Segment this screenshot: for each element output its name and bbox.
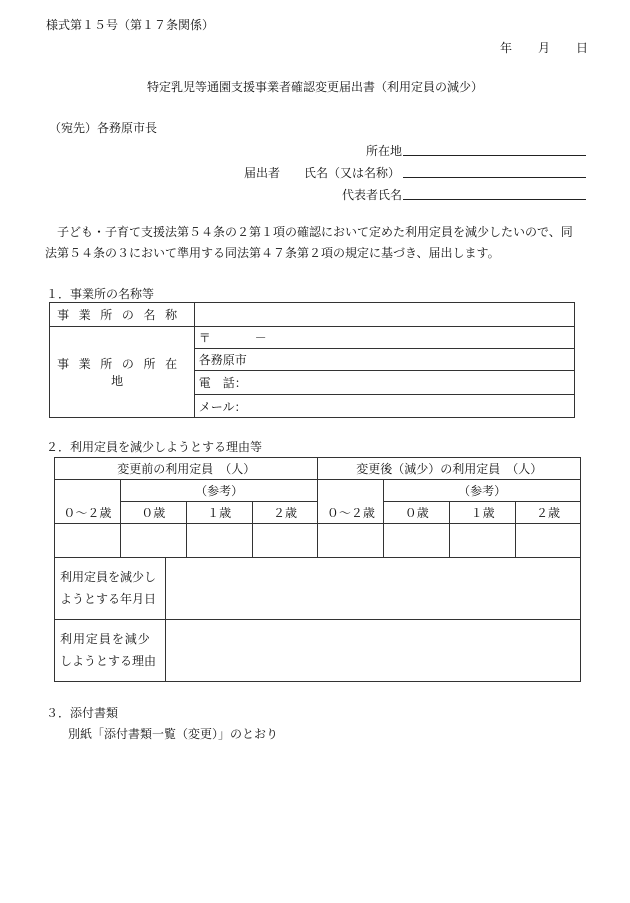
before-age-0: ０歳 — [120, 502, 186, 524]
capacity-table — [54, 457, 581, 558]
before-value-2[interactable] — [252, 524, 318, 558]
email-cell[interactable] — [194, 395, 574, 418]
reason-label-cell — [55, 619, 166, 681]
reason-label-line1: 利用定員を減少 — [60, 632, 151, 646]
before-blank-cell — [55, 480, 121, 502]
form-number: 様式第１５号（第１７条関係） — [46, 18, 215, 32]
attachment-text: 別紙「添付書類一覧（変更）」のとおり — [68, 727, 279, 741]
date-month-label: 月 — [538, 41, 551, 55]
date-input[interactable] — [165, 557, 580, 619]
after-age-0: ０歳 — [384, 502, 450, 524]
after-value-1[interactable] — [450, 524, 516, 558]
section1-heading: １．事業所の名称等 — [46, 287, 155, 301]
phone-cell[interactable] — [194, 371, 574, 395]
date-label-line1: 利用定員を減少し — [60, 569, 157, 584]
before-header: 変更前の利用定員 （人） — [55, 458, 318, 480]
page-title: 特定乳児等通園支援事業者確認変更届出書（利用定員の減少） — [147, 80, 484, 94]
facility-name-label-cell — [50, 303, 195, 327]
after-reference: （参考） — [384, 480, 581, 502]
facility-name-label: 事業所の名称 — [57, 308, 187, 322]
phone-label: 電 話： — [198, 376, 247, 390]
before-value-0[interactable] — [120, 524, 186, 558]
addressee: （宛先）各務原市長 — [49, 121, 158, 135]
after-value-0[interactable] — [384, 524, 450, 558]
before-value-1[interactable] — [186, 524, 252, 558]
after-header: 変更後（減少）の利用定員 （人） — [318, 458, 581, 480]
date-label-cell — [55, 557, 166, 619]
before-age-0-2: ０～２歳 — [55, 502, 121, 524]
city-text: 各務原市 — [198, 353, 247, 367]
representative-field[interactable] — [403, 199, 586, 200]
before-value-0-2[interactable] — [55, 524, 121, 558]
facility-location-label: 事業所の所在地 — [57, 357, 187, 388]
after-age-1: １歳 — [450, 502, 516, 524]
body-text-line1: 子ども・子育て支援法第５４条の２第１項の確認において定めた利用定員を減少したいので、同 — [57, 225, 573, 239]
date-day-label: 日 — [576, 41, 589, 55]
representative-label: 代表者氏名 — [342, 188, 403, 202]
name-label: 氏名（又は名称） — [304, 166, 401, 180]
reason-table — [54, 557, 581, 682]
facility-name-input[interactable] — [194, 303, 574, 327]
postal-dash: － — [254, 331, 267, 345]
body-text-line2: 法第５４条の３において準用する同法第４７条第２項の規定に基づき、届出します。 — [45, 246, 500, 260]
email-label: メール： — [198, 399, 247, 414]
after-value-0-2[interactable] — [318, 524, 384, 558]
name-field[interactable] — [403, 177, 586, 178]
date-label-line2: ようとする年月日 — [60, 591, 157, 606]
city-cell[interactable] — [194, 349, 574, 371]
after-blank-cell — [318, 480, 384, 502]
after-age-2: ２歳 — [516, 502, 581, 524]
postal-mark: 〒 — [198, 331, 211, 345]
address-field[interactable] — [403, 155, 586, 156]
reason-label-line2: しようとする理由 — [60, 654, 157, 668]
before-age-2: ２歳 — [252, 502, 318, 524]
section2-heading: ２．利用定員を減少しようとする理由等 — [46, 440, 263, 454]
section3-heading: ３．添付書類 — [46, 706, 119, 720]
after-value-2[interactable] — [516, 524, 581, 558]
notifier-label: 届出者 — [244, 166, 281, 180]
reason-input[interactable] — [165, 619, 580, 681]
facility-table — [49, 302, 575, 418]
facility-location-label-cell — [50, 327, 195, 418]
before-reference: （参考） — [120, 480, 318, 502]
date-year-label: 年 — [500, 41, 513, 55]
after-age-0-2: ０～２歳 — [318, 502, 384, 524]
address-label: 所在地 — [366, 144, 403, 158]
before-age-1: １歳 — [186, 502, 252, 524]
postal-code-cell[interactable] — [194, 327, 574, 349]
